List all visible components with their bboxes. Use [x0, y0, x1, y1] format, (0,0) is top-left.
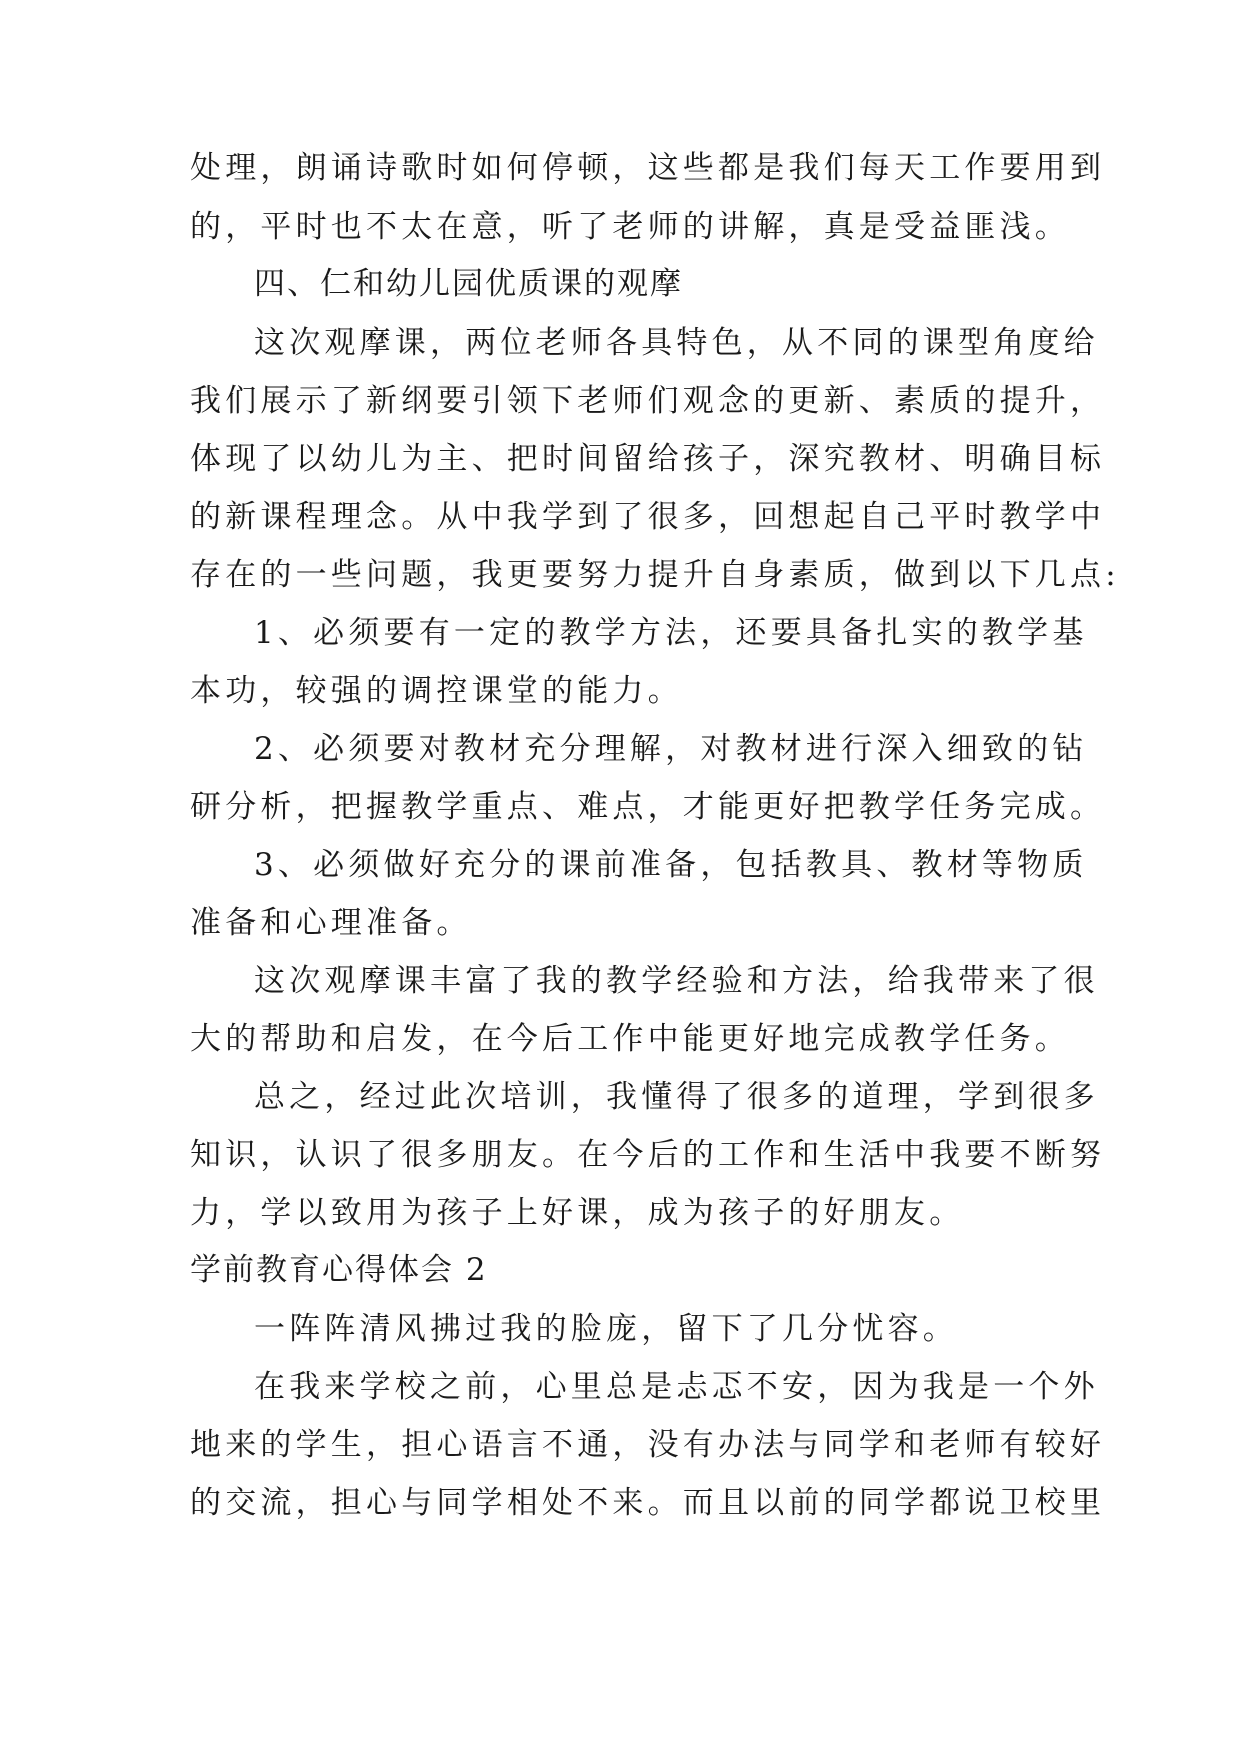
paragraph-line: 体现了以幼儿为主、把时间留给孩子，深究教材、明确目标: [190, 441, 1106, 477]
list-item-line: 3、必须做好充分的课前准备，包括教具、教材等物质: [254, 847, 1088, 883]
section-heading: 四、仁和幼儿园优质课的观摩: [254, 266, 683, 302]
document-page: [190, 0, 1120, 1754]
paragraph-line: 总之，经过此次培训，我懂得了很多的道理，学到很多: [254, 1079, 1099, 1115]
list-item-line: 2、必须要对教材充分理解，对教材进行深入细致的钻: [254, 731, 1088, 767]
paragraph-line: 的，平时也不太在意，听了老师的讲解，真是受益匪浅。: [190, 209, 1070, 245]
list-item-line: 本功，较强的调控课堂的能力。: [190, 673, 683, 709]
paragraph-line: 处理，朗诵诗歌时如何停顿，这些都是我们每天工作要用到: [190, 150, 1106, 186]
paragraph-line: 知识，认识了很多朋友。在今后的工作和生活中我要不断努: [190, 1137, 1106, 1173]
paragraph-line: 这次观摩课丰富了我的教学经验和方法，给我带来了很: [254, 963, 1099, 999]
article-title: 学前教育心得体会 2: [190, 1252, 488, 1288]
list-item-line: 1、必须要有一定的教学方法，还要具备扎实的教学基: [254, 615, 1088, 651]
paragraph-line: 存在的一些问题，我更要努力提升自身素质，做到以下几点:: [190, 557, 1120, 593]
paragraph-line: 的新课程理念。从中我学到了很多，回想起自己平时教学中: [190, 499, 1106, 535]
list-item-line: 研分析，把握教学重点、难点，才能更好把教学任务完成。: [190, 789, 1106, 825]
paragraph-line: 我们展示了新纲要引领下老师们观念的更新、素质的提升，: [190, 383, 1106, 419]
paragraph-line: 在我来学校之前，心里总是忐忑不安，因为我是一个外: [254, 1369, 1099, 1405]
paragraph-line: 一阵阵清风拂过我的脸庞，留下了几分忧容。: [254, 1311, 958, 1347]
paragraph-line: 的交流，担心与同学相处不来。而且以前的同学都说卫校里: [190, 1485, 1106, 1521]
paragraph-line: 大的帮助和启发，在今后工作中能更好地完成教学任务。: [190, 1021, 1070, 1057]
paragraph-line: 这次观摩课，两位老师各具特色，从不同的课型角度给: [254, 325, 1099, 361]
list-item-line: 准备和心理准备。: [190, 905, 472, 941]
paragraph-line: 力，学以致用为孩子上好课，成为孩子的好朋友。: [190, 1195, 965, 1231]
paragraph-line: 地来的学生，担心语言不通，没有办法与同学和老师有较好: [190, 1427, 1106, 1463]
